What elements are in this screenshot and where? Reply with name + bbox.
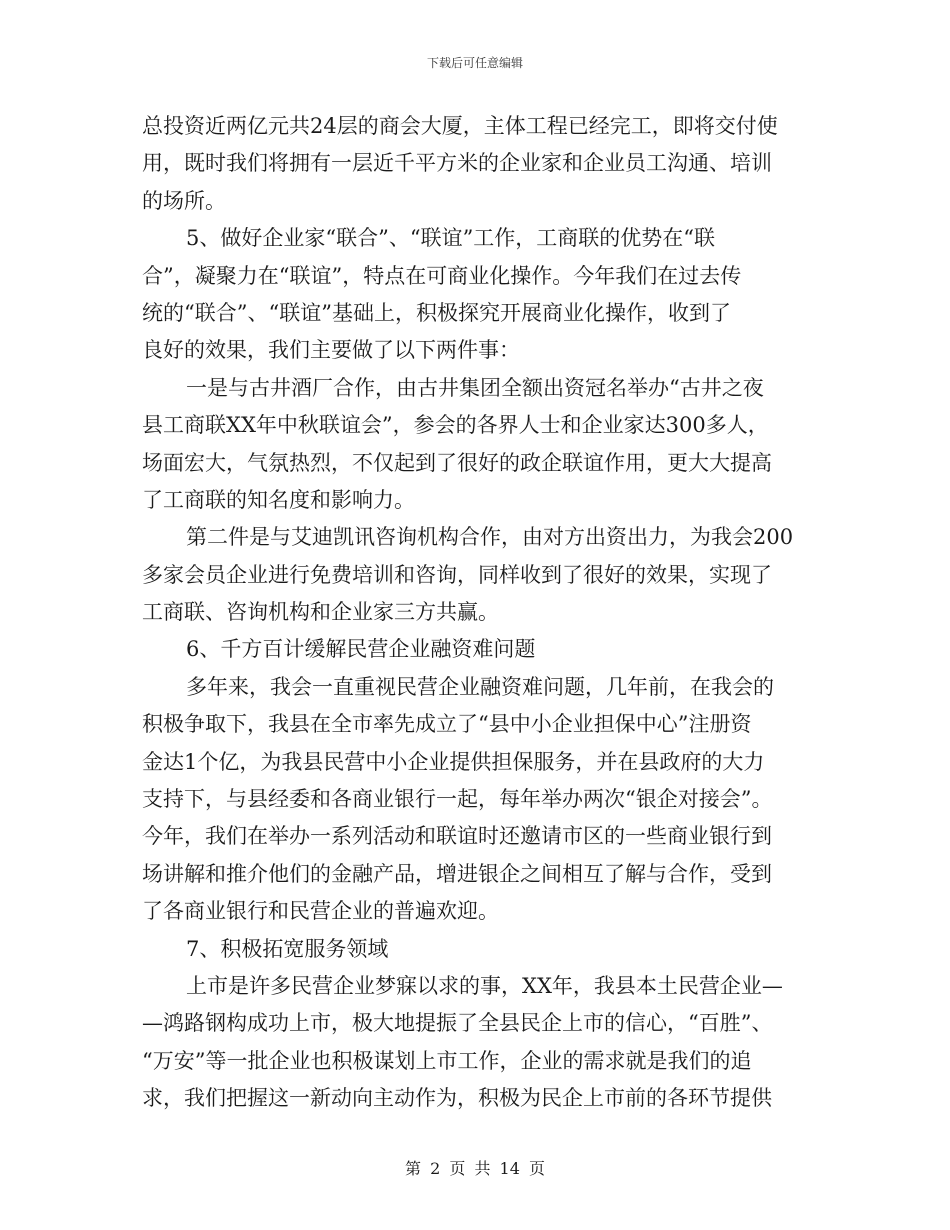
text-line: —鸿路钢构成功上市，极大地提振了全县民企上市的信心，“百胜”、 (142, 1011, 773, 1036)
text-line: 今年，我们在举办一系列活动和联谊时还邀请市区的一些商业银行到 (142, 824, 772, 849)
text-line: 统的“联合”、“联谊”基础上，积极探究开展商业化操作，收到了 (142, 300, 731, 325)
text-line: 一是与古井酒厂合作，由古井集团全额出资冠名举办“古井之夜 (186, 375, 764, 400)
text-line: 了各商业银行和民营企业的普遍欢迎。 (142, 899, 499, 924)
page-header-note: 下载后可任意编辑 (426, 56, 523, 70)
text-line: 总投资近两亿元共24层的商会大厦，主体工程已经完工，即将交付使 (142, 114, 778, 138)
text-line: 场面宏大，气氛热烈，不仅起到了很好的政企联谊作用，更大大提高 (142, 450, 772, 475)
text-line: 良好的效果，我们主要做了以下两件事： (142, 338, 520, 363)
text-line: 6、千方百计缓解民营企业融资难问题 (186, 637, 536, 662)
text-line: 5、做好企业家“联合”、“联谊”工作，工商联的优势在“联 (186, 226, 716, 251)
text-line: 支持下，与县经委和各商业银行一起，每年举办两次“银企对接会”。 (142, 787, 773, 812)
text-line: “万安”等一批企业也积极谋划上市工作，企业的需求就是我们的追 (142, 1048, 752, 1073)
document-body (142, 108, 810, 1118)
text-line: 上市是许多民营企业梦寐以求的事，XX年，我县本土民营企业— (186, 973, 783, 998)
text-line: 工商联、咨询机构和企业家三方共赢。 (142, 600, 499, 625)
text-line: 场讲解和推介他们的金融产品，增进银企之间相互了解与合作，受到 (142, 861, 772, 886)
text-line: 求，我们把握这一新动向主动作为，积极为民企上市前的各环节提供 (142, 1086, 772, 1111)
page-number-footer: 第 2 页 共 14 页 (405, 1159, 545, 1178)
text-line: 县工商联XX年中秋联谊会”，参会的各界人士和企业家达300多人， (142, 413, 769, 438)
text-line: 金达1个亿，为我县民营中小企业提供担保服务，并在县政府的大力 (142, 749, 765, 774)
text-line: 用，既时我们将拥有一层近千平方米的企业家和企业员工沟通、培训 (142, 151, 772, 176)
text-line: 第二件是与艾迪凯讯咨询机构合作，由对方出资出力，为我会200 (186, 525, 794, 550)
text-line: 7、积极拓宽服务领域 (186, 936, 389, 961)
text-line: 多年来，我会一直重视民营企业融资难问题，几年前，在我会的 (186, 674, 774, 699)
text-line: 的场所。 (142, 188, 226, 213)
text-line: 积极争取下，我县在全市率先成立了“县中小企业担保中心”注册资 (142, 712, 752, 737)
text-line: 了工商联的知名度和影响力。 (142, 487, 415, 512)
text-line: 合”，凝聚力在“联谊”，特点在可商业化操作。今年我们在过去传 (142, 263, 742, 288)
text-line: 多家会员企业进行免费培训和咨询，同样收到了很好的效果，实现了 (142, 562, 772, 587)
